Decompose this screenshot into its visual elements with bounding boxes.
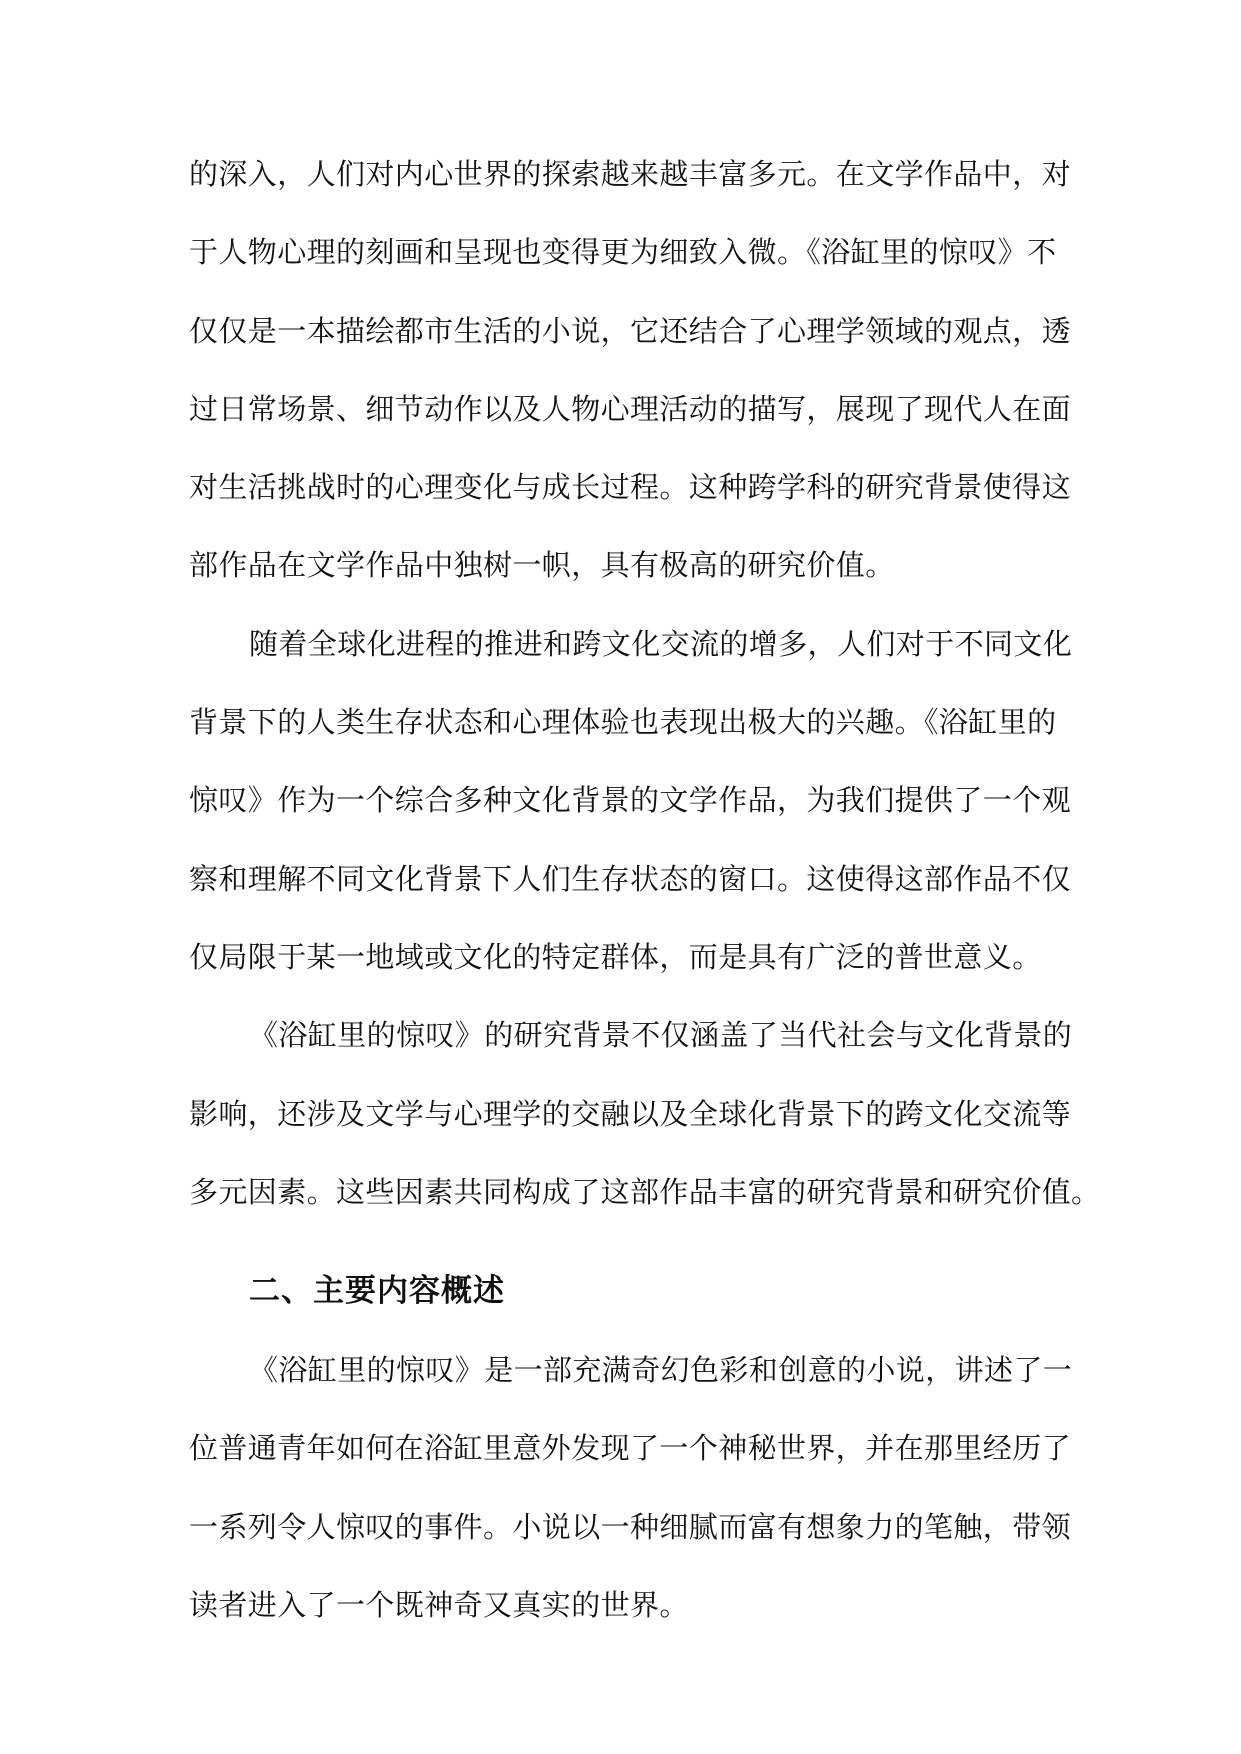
- paragraph-2: [189, 605, 1073, 996]
- text-line: 过日常场景、细节动作以及人物心理活动的描写，展现了现代人在面: [189, 391, 1072, 426]
- text-line: 多元因素。这些因素共同构成了这部作品丰富的研究背景和研究价值。: [189, 1174, 1101, 1209]
- text-line: 察和理解不同文化背景下人们生存状态的窗口。这使得这部作品不仅: [189, 861, 1072, 896]
- text-line: 仅局限于某一地域或文化的特定群体，而是具有广泛的普世意义。: [189, 939, 1042, 974]
- section-heading: 二、主要内容概述: [249, 1273, 505, 1310]
- document-body: [189, 135, 1101, 1644]
- paragraph-1: [189, 135, 1072, 605]
- text-line: 读者进入了一个既神奇又真实的世界。: [189, 1588, 689, 1623]
- text-line: 影响，还涉及文学与心理学的交融以及全球化背景下的跨文化交流等: [189, 1096, 1072, 1131]
- text-line: 《浴缸里的惊叹》的研究背景不仅涵盖了当代社会与文化背景的: [249, 1018, 1073, 1053]
- text-line: 的深入，人们对内心世界的探索越来越丰富多元。在文学作品中，对: [189, 157, 1072, 191]
- text-line: 仅仅是一本描绘都市生活的小说，它还结合了心理学领域的观点，透: [189, 313, 1072, 348]
- text-line: 随着全球化进程的推进和跨文化交流的增多，人们对于不同文化: [249, 626, 1073, 661]
- text-line: 背景下的人类生存状态和心理体验也表现出极大的兴趣。《浴缸里的: [189, 705, 1057, 740]
- text-line: 对生活挑战时的心理变化与成长过程。这种跨学科的研究背景使得这: [189, 470, 1072, 505]
- paragraph-3: [189, 996, 1101, 1231]
- text-line: 部作品在文学作品中独树一帜，具有极高的研究价值。: [189, 548, 895, 583]
- text-line: 一系列令人惊叹的事件。小说以一种细腻而富有想象力的笔触，带领: [189, 1509, 1072, 1544]
- text-line: 惊叹》作为一个综合多种文化背景的文学作品，为我们提供了一个观: [189, 783, 1072, 818]
- text-line: 于人物心理的刻画和呈现也变得更为细致入微。《浴缸里的惊叹》不: [189, 235, 1057, 270]
- text-line: 《浴缸里的惊叹》是一部充满奇幻色彩和创意的小说，讲述了一: [249, 1353, 1073, 1388]
- paragraph-4: [189, 1331, 1073, 1644]
- text-line: 位普通青年如何在浴缸里意外发现了一个神秘世界，并在那里经历了: [189, 1431, 1072, 1466]
